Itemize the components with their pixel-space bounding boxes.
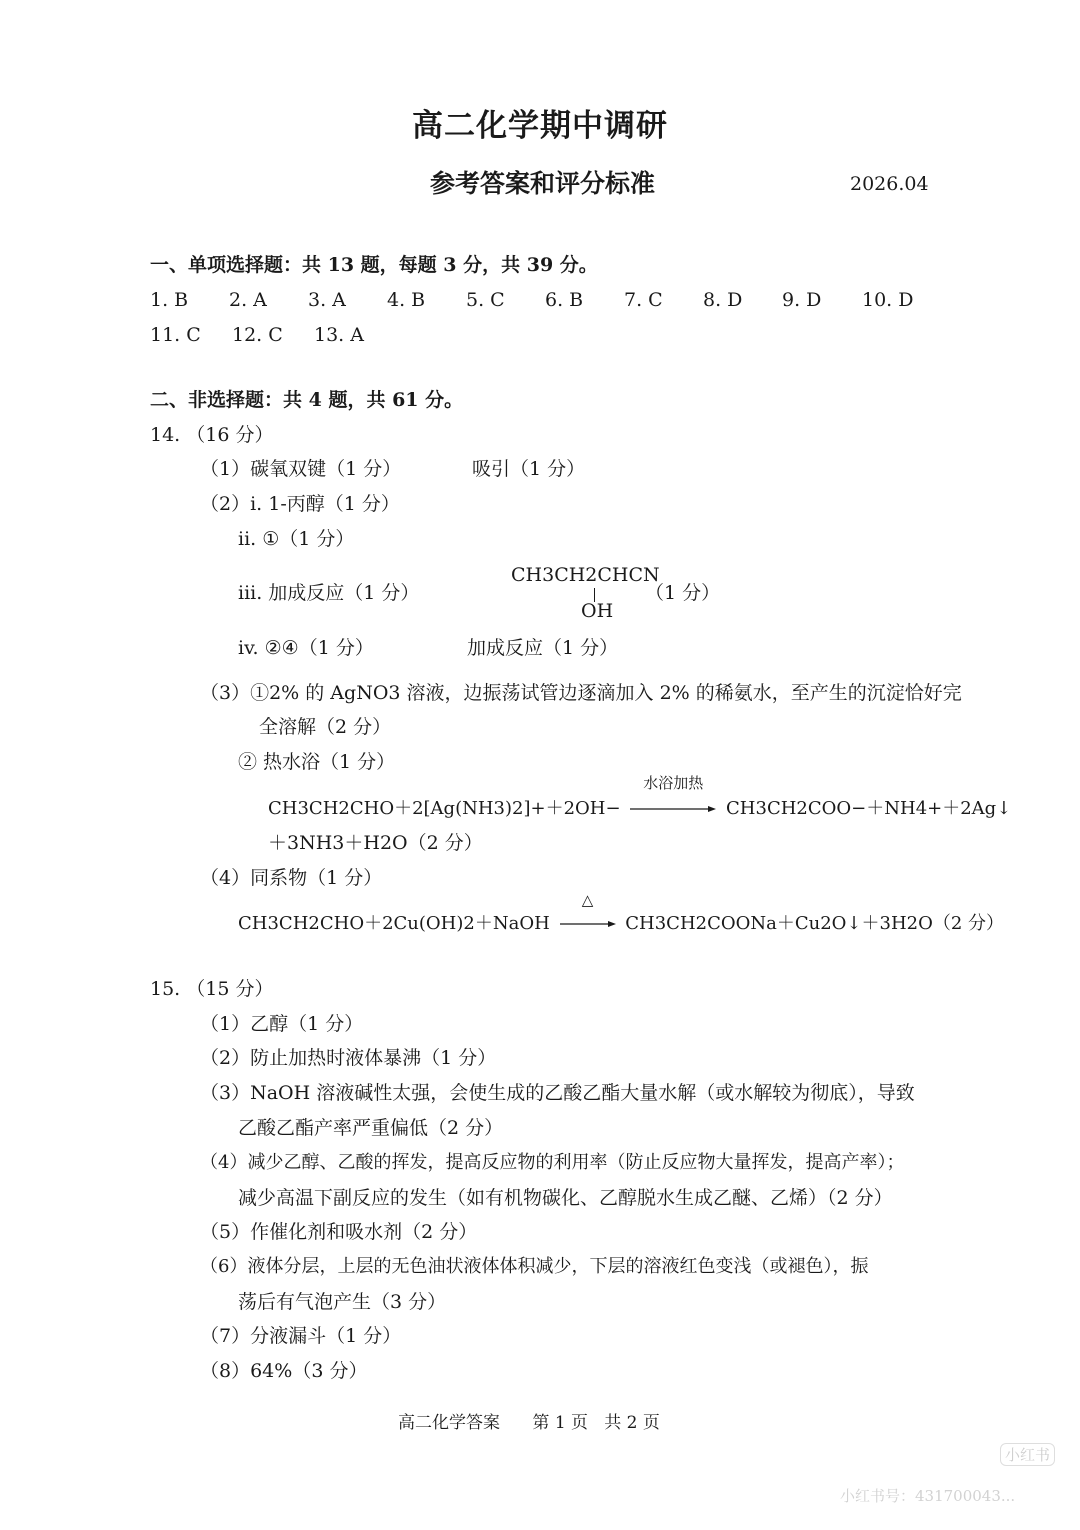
- q14-part3-line1: （3）①2% 的 AgNO3 溶液，边振荡试管边逐滴加入 2% 的稀氨水，至产生的沉淀恰好完: [200, 682, 962, 704]
- mcq-answer: 9. D: [782, 289, 822, 311]
- reaction-arrow-icon: [560, 919, 616, 929]
- mcq-answer: 8. D: [703, 289, 743, 311]
- q14-part2-iv-b: 加成反应（1 分）: [467, 637, 619, 659]
- mcq-answer: 5. C: [466, 289, 505, 311]
- mcq-answer: 7. C: [624, 289, 663, 311]
- mcq-answer: 12. C: [232, 324, 283, 346]
- q14-part3-line3: ② 热水浴（1 分）: [238, 751, 396, 773]
- exam-date: 2026.04: [850, 173, 929, 195]
- struct-score: （1 分）: [645, 582, 721, 604]
- page-subtitle: 参考答案和评分标准: [430, 169, 656, 198]
- q15-part3-line2: 乙酸乙酯产率严重偏低（2 分）: [238, 1117, 504, 1139]
- mcq-answer: 6. B: [545, 289, 584, 311]
- q15-part6-line1: （6）液体分层，上层的无色油状液体体积减少，下层的溶液红色变浅（或褪色），振: [200, 1256, 869, 1277]
- equation-1-arrow: [630, 774, 716, 820]
- mcq-answer: 13. A: [314, 324, 364, 346]
- q14-part2-iii: iii. 加成反应（1 分）: [238, 582, 420, 604]
- equation-2-condition: △: [581, 891, 594, 910]
- q15-part8: （8）64%（3 分）: [200, 1360, 368, 1382]
- q14-part1-a: （1）碳氧双键（1 分）: [200, 458, 402, 480]
- q15-part1: （1）乙醇（1 分）: [200, 1013, 364, 1035]
- q14-part3-line2: 全溶解（2 分）: [259, 716, 392, 738]
- struct-formula-main: CH3CH2CHCN: [511, 564, 660, 586]
- equation-2-arrow: [560, 891, 616, 935]
- section1-heading: 一、单项选择题：共 13 题，每题 3 分，共 39 分。: [150, 254, 598, 276]
- watermark-text: 小红书号：431700043...: [840, 1487, 1016, 1505]
- equation-1-reactants: CH3CH2CHO＋2[Ag(NH3)2]+＋2OH−: [268, 798, 621, 819]
- mcq-answer: 1. B: [150, 289, 189, 311]
- equation-1-line2: ＋3NH3＋H2O（2 分）: [268, 832, 483, 854]
- equation-2-products: CH3CH2COONa＋Cu2O↓＋3H2O（2 分）: [625, 913, 1005, 934]
- equation-1-condition: 水浴加热: [643, 774, 704, 793]
- watermark-badge: 小红书: [1000, 1443, 1055, 1466]
- mcq-answer: 10. D: [862, 289, 914, 311]
- q14-part2-i: （2）i. 1-丙醇（1 分）: [200, 493, 400, 515]
- q15-part3-line1: （3）NaOH 溶液碱性太强，会使生成的乙酸乙酯大量水解（或水解较为彻底），导致: [200, 1082, 915, 1104]
- equation-1-products: CH3CH2COO−＋NH4+＋2Ag↓: [726, 798, 1012, 819]
- q14-part4: （4）同系物（1 分）: [200, 867, 383, 889]
- q14-part2-ii: ii. ①（1 分）: [238, 528, 355, 550]
- mcq-answer: 2. A: [229, 289, 267, 311]
- q14-part2-iv-a: iv. ②④（1 分）: [238, 637, 374, 659]
- equation-2-reactants: CH3CH2CHO＋2Cu(OH)2＋NaOH: [238, 913, 550, 934]
- page-footer: 高二化学答案 第 1 页 共 2 页: [398, 1413, 660, 1433]
- q15-label: 15. （15 分）: [150, 978, 274, 1000]
- q15-part6-line2: 荡后有气泡产生（3 分）: [238, 1291, 447, 1313]
- q14-label: 14. （16 分）: [150, 424, 274, 446]
- page-title: 高二化学期中调研: [412, 108, 668, 144]
- section2-heading: 二、非选择题：共 4 题，共 61 分。: [150, 389, 464, 411]
- q15-part7: （7）分液漏斗（1 分）: [200, 1325, 402, 1347]
- q15-part4-line2: 减少高温下副反应的发生（如有机物碳化、乙醇脱水生成乙醚、乙烯）（2 分）: [238, 1187, 893, 1209]
- equation-2: [238, 891, 1005, 935]
- struct-formula-oh: OH: [581, 600, 614, 622]
- q14-part1-b: 吸引（1 分）: [472, 458, 586, 480]
- mcq-answer: 11. C: [150, 324, 201, 346]
- q15-part5: （5）作催化剂和吸水剂（2 分）: [200, 1221, 478, 1243]
- q15-part2: （2）防止加热时液体暴沸（1 分）: [200, 1047, 497, 1069]
- mcq-answer: 4. B: [387, 289, 426, 311]
- equation-1-line1: [268, 774, 1012, 820]
- mcq-answer: 3. A: [308, 289, 346, 311]
- reaction-arrow-icon: [630, 804, 716, 814]
- q15-part4-line1: （4）减少乙醇、乙酸的挥发，提高反应物的利用率（防止反应物大量挥发，提高产率）；: [200, 1152, 905, 1173]
